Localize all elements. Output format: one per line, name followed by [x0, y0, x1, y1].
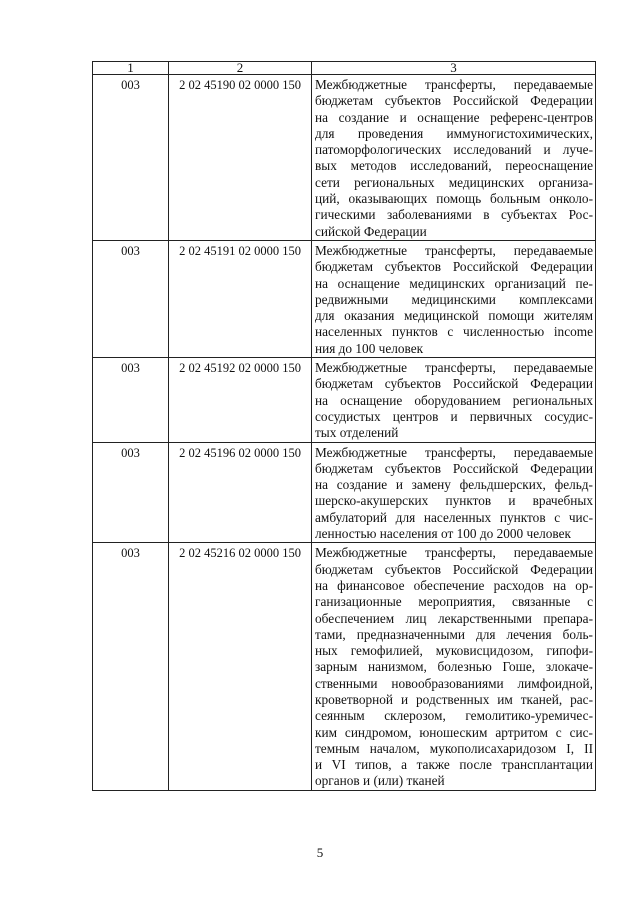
description-line: на создание и замену фельдшерских, фельд- [315, 477, 593, 493]
row-code-cell: 003 [93, 240, 169, 357]
description-line: ким синдромом, юношеским артритом с сис- [315, 724, 593, 740]
row-description-cell [312, 358, 596, 442]
row-code-cell: 003 [93, 442, 169, 543]
row-kbk-cell: 2 02 45192 02 0000 150 [169, 358, 312, 442]
description-line: ния до 100 человек [315, 340, 424, 356]
row-description-cell [312, 442, 596, 543]
row-kbk-cell: 2 02 45190 02 0000 150 [169, 75, 312, 241]
description-line: ных гемофилией, муковисцидозом, гипофи- [315, 643, 593, 659]
description-line: для проведения иммуногистохимических, [315, 125, 593, 141]
row-kbk-cell: 2 02 45196 02 0000 150 [169, 442, 312, 543]
description-line: ленностью населения от 100 до 2000 человек [315, 526, 571, 542]
description-line: сийской Федерации [315, 223, 427, 239]
description-line: редвижными медицинскими комплексами [315, 291, 593, 307]
column-header-1: 1 [93, 62, 169, 75]
row-kbk-cell: 2 02 45216 02 0000 150 [169, 543, 312, 790]
description-line: и VI типов, а также после трансплантации [315, 757, 593, 773]
description-line: бюджетам субъектов Российской Федерации [315, 561, 593, 577]
description-line: Межбюджетные трансферты, передаваемые [315, 242, 593, 258]
description-line: амбулаторий для населенных пунктов с чис- [315, 509, 593, 525]
description-line: бюджетам субъектов Российской Федерации [315, 460, 593, 476]
table-body [93, 75, 596, 791]
description-line: бюджетам субъектов Российской Федерации [315, 259, 593, 275]
description-line: обеспечением лиц лекарственными препара- [315, 610, 593, 626]
page-number: 5 [316, 845, 324, 860]
description-line: патоморфологических исследований и луче- [315, 142, 593, 158]
description-line: на оснащение оборудованием региональных [315, 392, 593, 408]
description-line: тами, предназначенными для лечения боль- [315, 626, 593, 642]
description-line: Межбюджетные трансферты, передаваемые [315, 77, 593, 92]
budget-codes-table [92, 61, 596, 791]
description-line: бюджетам субъектов Российской Федерации [315, 376, 593, 392]
description-line: зарным нанизмом, болезнью Гоше, злокаче- [315, 659, 593, 675]
description-line: на оснащение медицинских организаций пе- [315, 275, 593, 291]
description-line: ций, оказывающих помощь больным онколо- [315, 191, 593, 207]
row-kbk-cell: 2 02 45191 02 0000 150 [169, 240, 312, 357]
row-code-cell: 003 [93, 75, 169, 241]
row-description-cell [312, 240, 596, 357]
description-line: сети региональных медицинских организа- [315, 174, 593, 190]
row-code-cell: 003 [93, 358, 169, 442]
description-line: органов и (или) тканей [315, 773, 445, 789]
description-line: тых отделений [315, 425, 399, 441]
table-row [93, 442, 596, 543]
description-line: бюджетам субъектов Российской Федерации [315, 93, 593, 109]
description-line: для оказания медицинской помощи жителям [315, 308, 593, 324]
description-line: на финансовое обеспечение расходов на ор- [315, 577, 593, 593]
description-line: темным началом, мукополисахаридозом I, II [315, 740, 593, 756]
row-code-cell: 003 [93, 543, 169, 790]
row-description-cell [312, 75, 596, 241]
description-line: кроветворной и родственных им тканей, рас- [315, 691, 593, 707]
description-line: Межбюджетные трансферты, передаваемые [315, 545, 593, 561]
description-line: вых методов исследований, переоснащение [315, 158, 593, 174]
description-line: шерско-акушерских пунктов и врачебных [315, 493, 593, 509]
description-line: сеянным склерозом, гемолитико-уремичес- [315, 708, 593, 724]
description-line: сосудистых центров и первичных сосудис- [315, 408, 593, 424]
column-header-2: 2 [169, 62, 312, 75]
table-row [93, 240, 596, 357]
table-row [93, 75, 596, 241]
table-row [93, 543, 596, 790]
description-line: на создание и оснащение референс-центров [315, 109, 593, 125]
table-row [93, 358, 596, 442]
description-line: ганизационные мероприятия, связанные с [315, 594, 593, 610]
column-header-3: 3 [312, 62, 596, 75]
row-description-cell [312, 543, 596, 790]
description-line: Межбюджетные трансферты, передаваемые [315, 360, 593, 376]
table-header-row [93, 62, 596, 75]
description-line: ственными новообразованиями лимфоидной, [315, 675, 593, 691]
description-line: гическими заболеваниями в субъектах Рос- [315, 207, 593, 223]
description-line: населенных пунктов с численностью income [315, 324, 593, 340]
description-line: Межбюджетные трансферты, передаваемые [315, 444, 593, 460]
